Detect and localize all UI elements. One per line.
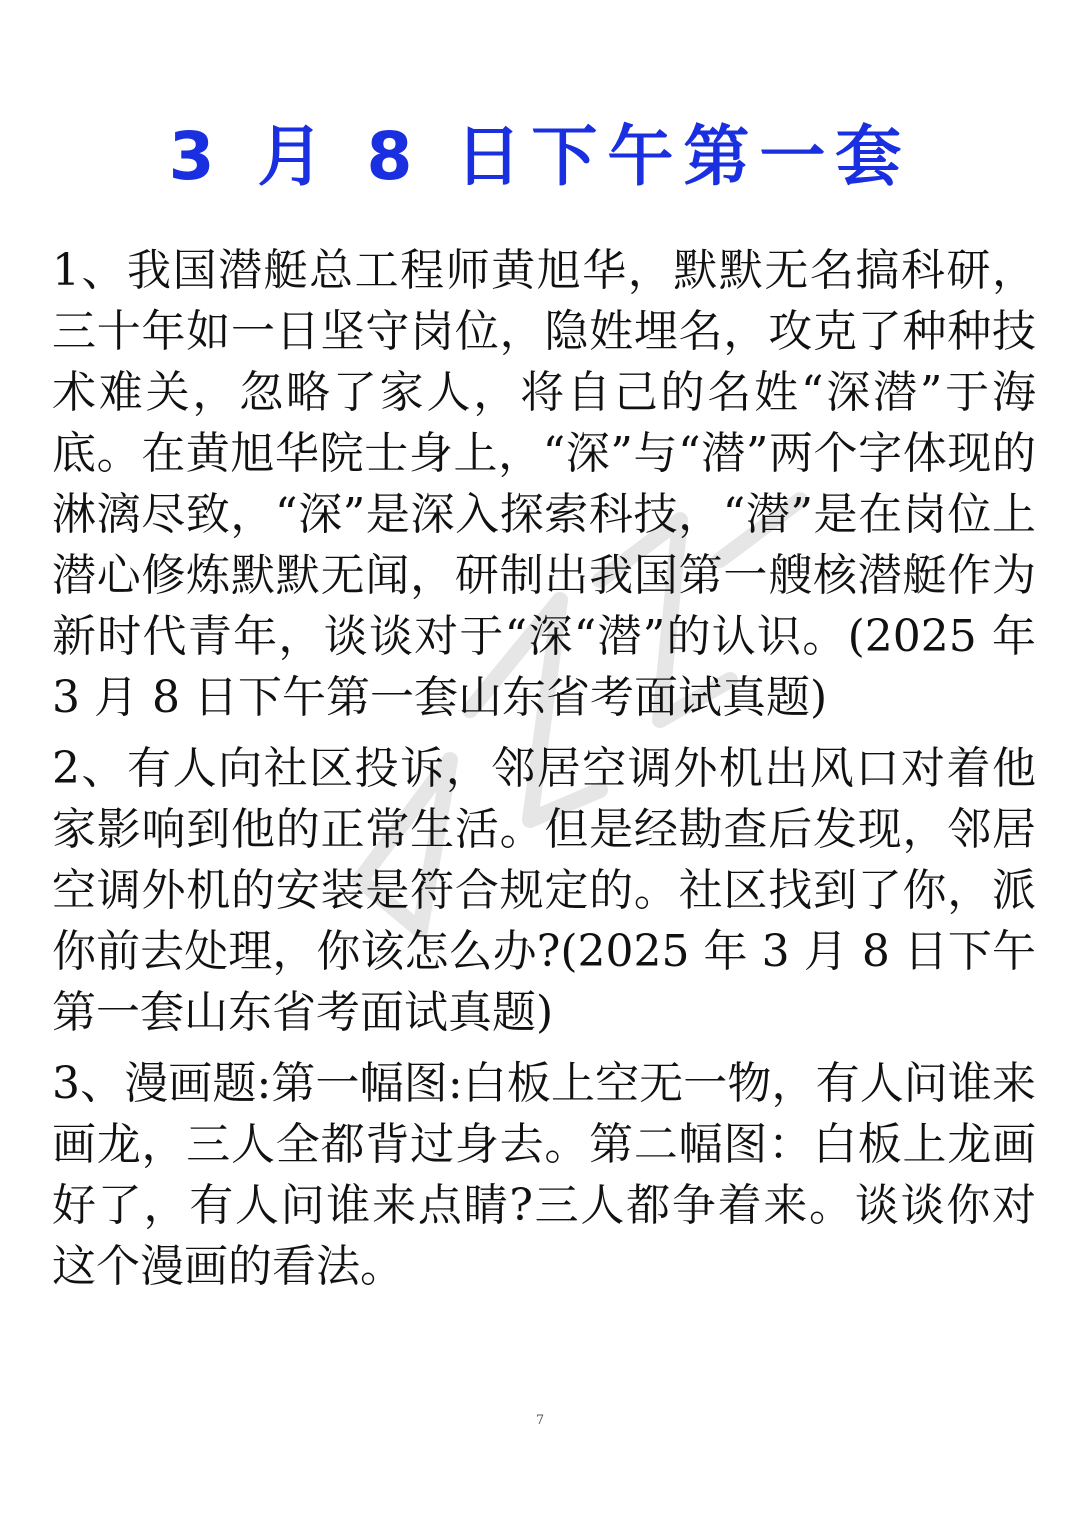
question-3: 3、漫画题:第一幅图:白板上空无一物，有人问谁来画龙，三人全都背过身去。第二幅图：白板上龙画好了，有人问谁来点睛?三人都争着来。谈谈你对这个漫画的看法。 (52, 1058, 1037, 1292)
page-number: 7 (535, 1413, 545, 1428)
question-2: 2、有人向社区投诉，邻居空调外机出风口对着他家影响到他的正常生活。但是经勘查后发现，邻居空调外机的安装是符合规定的。社区找到了你，派你前去处理，你该怎么办?(2025 年 3 月 8 日下午第一套山东省考面试真题) (52, 743, 1036, 1038)
question-1: 1、我国潜艇总工程师黄旭华，默默无名搞科研，三十年如一日坚守岗位，隐姓埋名，攻克了种种技术难关，忽略了家人，将自己的名姓“深潜”于海底。在黄旭华院士身上，“深”与“潜”两个字体现的淋漓尽致，“深”是深入探索科技，“潜”是在岗位上潜心修炼默默无闻，研制出我国第一艘核潜艇作为新时代青年，谈谈对于“深“潜”的认识。(2025 年 3 月 8 日下午第一套山东省考面试真题) (52, 245, 1036, 723)
questions-list (52, 240, 1036, 1307)
page-title: 3 月 8 日下午第一套 (168, 118, 912, 195)
